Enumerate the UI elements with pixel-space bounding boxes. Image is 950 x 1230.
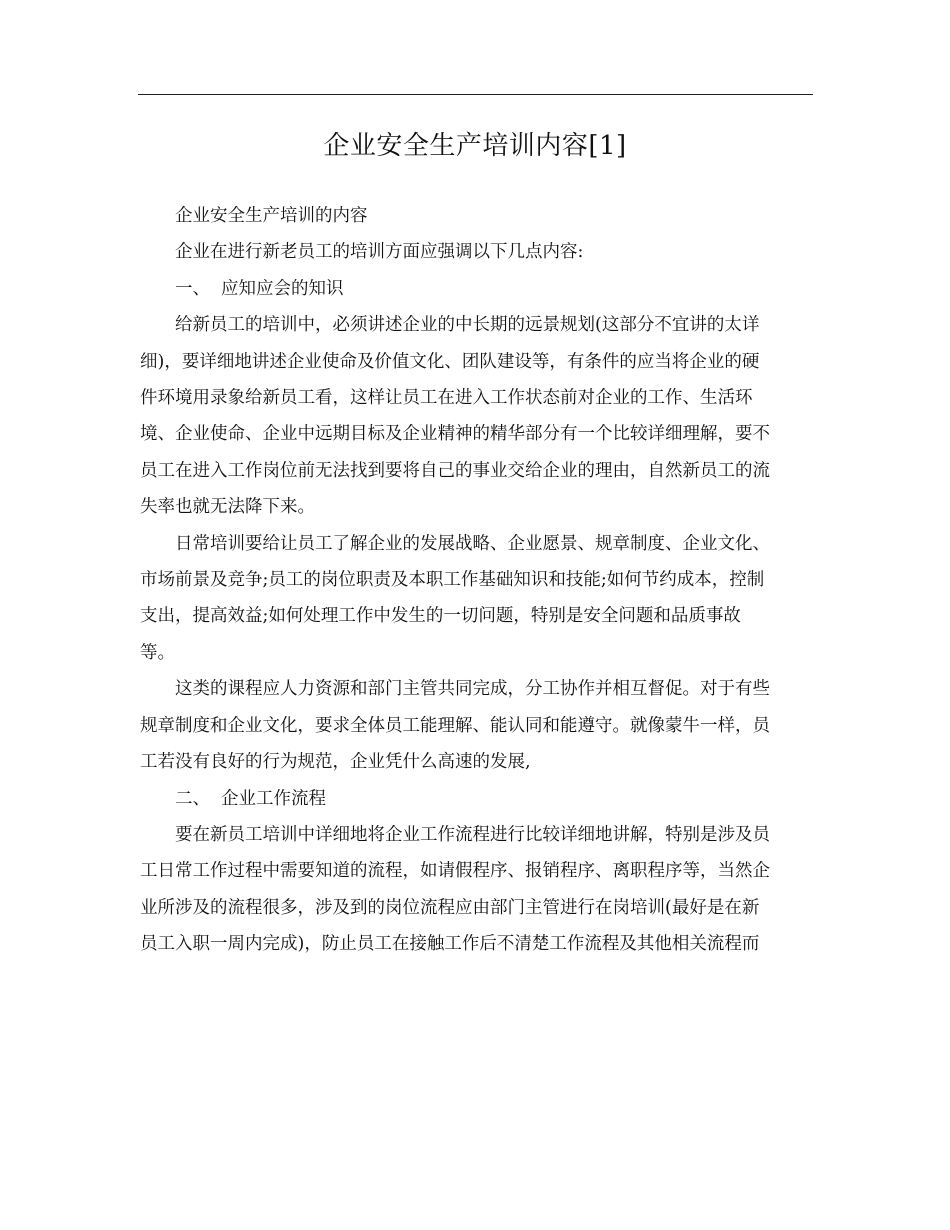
paragraph-line: 这类的课程应人力资源和部门主管共同完成，分工协作并相互督促。对于有些: [175, 679, 770, 700]
paragraph-line: 工若没有良好的行为规范，企业凭什么高速的发展,: [140, 752, 531, 773]
paragraph-4: [140, 817, 815, 963]
document-body: [140, 198, 815, 963]
paragraph-line: 给新员工的培训中，必须讲述企业的中长期的远景规划(这部分不宜讲的太详: [175, 315, 760, 336]
section-heading-2: [140, 781, 815, 817]
paragraph-line: 工日常工作过程中需要知道的流程，如请假程序、报销程序、离职程序等，当然企: [140, 861, 770, 882]
paragraph-line: 失率也就无法降下来。: [140, 497, 315, 518]
header-rule: [138, 94, 813, 95]
paragraph-line: 境、企业使命、企业中远期目标及企业精神的精华部分有一个比较详细理解，要不: [140, 424, 770, 445]
paragraph-line: 等。: [140, 642, 175, 663]
paragraph-2: [140, 526, 815, 672]
paragraph-3: [140, 671, 815, 780]
page-title: 企业安全生产培训内容[1]: [323, 131, 627, 161]
subheading: 企业安全生产培训的内容: [175, 206, 368, 226]
paragraph-line: 员工入职一周内完成)，防止员工在接触工作后不清楚工作流程及其他相关流程而: [140, 934, 760, 955]
section-label: 应知应会的知识: [221, 278, 344, 299]
paragraph-line: 规章制度和企业文化，要求全体员工能理解、能认同和能遵守。就像蒙牛一样，员: [140, 715, 770, 736]
paragraph-line: 要在新员工培训中详细地将企业工作流程进行比较详细地讲解，特别是涉及员: [175, 824, 770, 845]
paragraph-line: 日常培训要给让员工了解企业的发展战略、企业愿景、规章制度、企业文化、: [175, 533, 770, 554]
section-number: 二、: [175, 788, 210, 809]
intro-paragraph: 企业在进行新老员工的培训方面应强调以下几点内容:: [175, 242, 584, 263]
paragraph-1: [140, 307, 815, 525]
paragraph-line: 业所涉及的流程很多，涉及到的岗位流程应由部门主管进行在岗培训(最好是在新: [140, 897, 760, 918]
paragraph-line: 细)，要详细地讲述企业使命及价值文化、团队建设等，有条件的应当将企业的硬: [140, 351, 760, 372]
section-label: 企业工作流程: [221, 788, 326, 809]
section-number: 一、: [175, 278, 210, 299]
paragraph-line: 支出，提高效益;如何处理工作中发生的一切问题，特别是安全问题和品质事故: [140, 606, 741, 627]
section-heading-1: [140, 271, 815, 307]
paragraph-line: 件环境用录象给新员工看，这样让员工在进入工作状态前对企业的工作、生活环: [140, 388, 753, 409]
paragraph-line: 市场前景及竞争;员工的岗位职责及本职工作基础知识和技能;如何节约成本，控制: [140, 570, 765, 591]
paragraph-line: 员工在进入工作岗位前无法找到要将自己的事业交给企业的理由，自然新员工的流: [140, 460, 770, 481]
